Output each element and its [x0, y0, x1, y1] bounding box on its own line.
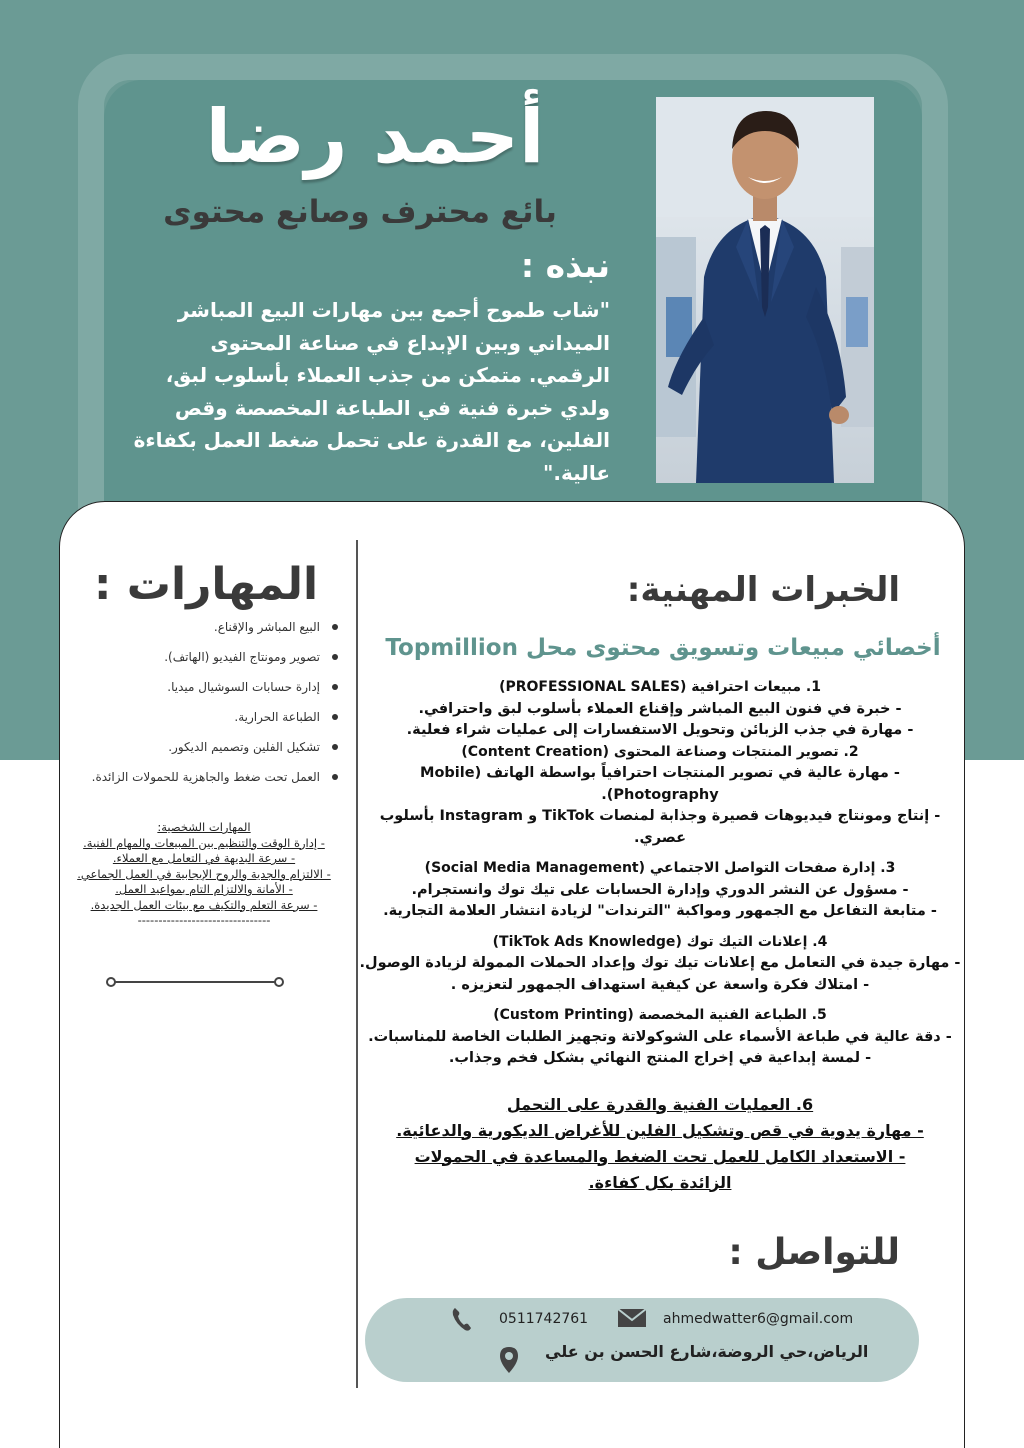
- experience-underlined-line: 6. العمليات الفنية والقدرة على التحمل: [506, 1094, 814, 1114]
- experience-line: - خبرة في فنون البيع المباشر وإقناع العملاء بأسلوب لبق واحترافي.: [418, 700, 902, 717]
- soft-skill-line: - إدارة الوقت والتنظيم بين المبيعات والمهام الفنية.: [83, 835, 325, 850]
- soft-skill-line: - الالتزام والجدية والروح الإيجابية في العمل الجماعي.: [77, 866, 331, 881]
- person-name: أحمد رضا: [205, 94, 545, 180]
- skill-item: تصوير ومونتاج الفيديو (الهاتف).: [80, 642, 342, 672]
- experience-line: - متابعة التفاعل مع الجمهور ومواكبة "الترندات" لزيادة انتشار العلامة التجارية.: [383, 903, 937, 919]
- dashed-separator: --------------------------------: [137, 913, 271, 927]
- experience-line: - إنتاج ومونتاج فيديوهات قصيرة وجذابة لمنصات TikTok و Instagram بأسلوب: [379, 808, 941, 824]
- experience-section-heading: 3. إدارة صفحات التواصل الاجتماعي (Social Media Management): [424, 860, 896, 876]
- soft-skill-line: - الأمانة والالتزام التام بمواعيد العمل.: [115, 882, 293, 896]
- slider-line: [110, 981, 280, 983]
- profile-photo-illustration: [656, 97, 874, 483]
- experience-underlined-line: الزائدة بكل كفاءة.: [588, 1172, 732, 1192]
- experience-underlined-line: - الاستعداد الكامل للعمل تحت الضغط والمساعدة في الحمولات: [414, 1146, 906, 1166]
- experience-line: Photography).: [601, 786, 719, 803]
- experience-line: - امتلاك فكرة واسعة عن كيفية استهداف الجمهور لتعزيزه .: [450, 976, 870, 993]
- mail-icon: [617, 1308, 647, 1332]
- bio-heading: نبذه :: [520, 246, 610, 285]
- bio-line: الفلين، مع القدرة على تحمل ضغط العمل بكفاءة: [133, 428, 610, 452]
- skill-item: البيع المباشر والإقناع.: [80, 612, 342, 642]
- phone-number[interactable]: 0511742761: [499, 1311, 589, 1327]
- experience-line: - مهارة جيدة في التعامل مع إعلانات تيك توك وإعداد الحملات الممولة لزيادة الوصول.: [359, 955, 961, 971]
- decorative-slider: [106, 977, 284, 987]
- bio-line: عالية.": [543, 460, 610, 485]
- experience-section-heading: 5. الطباعة الفنية المخصصة (Custom Printing): [493, 1007, 827, 1023]
- slider-knob-right: [274, 977, 284, 987]
- experience-line: - مهارة في جذب الزبائن وتحويل الاستفسارات إلى عمليات شراء فعلية.: [406, 722, 914, 738]
- experience-line: - دقة عالية في طباعة الأسماء على الشوكولاتة وتجهيز الطلبات الخاصة للمناسبات.: [368, 1028, 952, 1045]
- experience-line: - مهارة عالية في تصوير المنتجات احترافياً بواسطة الهاتف (Mobile: [420, 765, 900, 781]
- soft-skill-line: - سرعة التعلم والتكيف مع بيئات العمل الجديدة.: [90, 897, 318, 912]
- spacer: [354, 923, 966, 932]
- experience-section-heading: 1. مبيعات احترافية (PROFESSIONAL SALES): [499, 679, 821, 695]
- experience-section-heading: 4. إعلانات التيك توك (TikTok Ads Knowledge): [492, 933, 828, 950]
- skill-item: العمل تحت ضغط والجاهزية للحمولات الزائدة.: [80, 762, 342, 792]
- experience-line: عصري.: [633, 829, 686, 846]
- experience-title: الخبرات المهنية:: [626, 570, 900, 610]
- spacer: [354, 849, 966, 858]
- experience-underlined-line: - مهارة يدوية في قص وتشكيل الفلين للأغراض الديكورية والدعائية.: [396, 1120, 924, 1140]
- job-headline: بائع محترف وصانع محتوى: [163, 194, 557, 230]
- experience-line: - مسؤول عن النشر الدوري وإدارة الحسابات على تيك توك وانستجرام.: [411, 881, 909, 898]
- profile-photo: [656, 97, 874, 483]
- bio-line: الميداني وبين الإبداع في صناعة المحتوى: [210, 330, 610, 355]
- slider-knob-left: [106, 977, 116, 987]
- bio-line: الرقمي. متمكن من جذب العملاء بأسلوب لبق،: [165, 363, 610, 387]
- address: الرياض،حي الروضة،شارع الحسن بن علي: [545, 1342, 869, 1361]
- bio-line: "شاب طموح أجمع بين مهارات البيع المباشر: [177, 298, 610, 322]
- spacer: [354, 996, 966, 1005]
- experience-line: - لمسة إبداعية في إخراج المنتج النهائي بشكل فخم وجذاب.: [448, 1050, 872, 1066]
- experience-body: [354, 677, 966, 1196]
- soft-skill-line: - سرعة البديهة في التعامل مع العملاء.: [112, 851, 296, 865]
- skill-item: الطباعة الحرارية.: [80, 702, 342, 732]
- skill-item: تشكيل الفلين وتصميم الديكور.: [80, 732, 342, 762]
- skill-item: إدارة حسابات السوشيال ميديا.: [80, 672, 342, 702]
- phone-icon: [451, 1306, 473, 1336]
- location-pin-icon: [498, 1346, 520, 1378]
- contact-box: [365, 1298, 919, 1382]
- soft-skills: [62, 820, 346, 929]
- skills-title: المهارات :: [93, 559, 319, 610]
- job-title: أخصائي مبيعات وتسويق محتوى محل Topmillion: [385, 635, 941, 661]
- soft-skills-heading: المهارات الشخصية:: [157, 820, 251, 834]
- bio-line: ولدي خبرة فنية في الطباعة المخصصة وقص: [174, 395, 610, 420]
- spacer: [354, 1070, 966, 1092]
- contact-title: للتواصل :: [728, 1232, 900, 1273]
- email-address[interactable]: ahmedwatter6@gmail.com: [663, 1311, 854, 1327]
- skills-list: [80, 612, 342, 792]
- bio-text: [120, 294, 610, 489]
- experience-section-heading: 2. تصوير المنتجات وصناعة المحتوى (Content Creation): [461, 743, 859, 760]
